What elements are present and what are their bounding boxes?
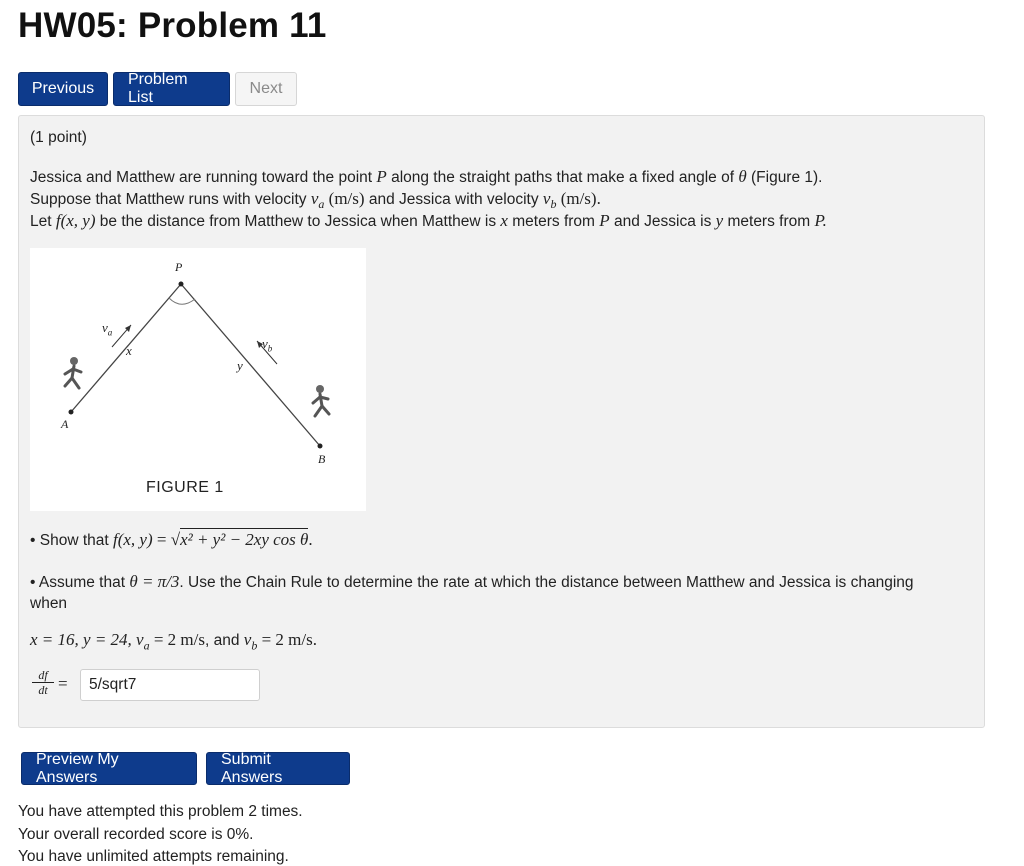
figure-label-va: $v_a$: [102, 320, 113, 338]
figure-diagram: [30, 248, 366, 511]
bullet-assume-cont: when: [30, 595, 68, 612]
sqrt-sign: √: [170, 530, 181, 549]
figure-label-b: B: [318, 452, 326, 466]
runner-jessica-icon: [313, 385, 329, 416]
figure-caption: FIGURE 1: [146, 479, 224, 496]
figure-label-y: y: [237, 358, 243, 373]
answer-actions: [21, 752, 350, 785]
figure-label-vb: $v_b$: [262, 336, 273, 354]
answer-equals: =: [58, 674, 68, 693]
attempts-text: You have attempted this problem 2 times.: [18, 803, 303, 820]
figure-label-a: A: [61, 417, 69, 431]
angle-arc: [169, 298, 195, 304]
path-b-line: [181, 284, 320, 446]
point-b: [318, 444, 323, 449]
next-button[interactable]: Next: [235, 72, 297, 106]
figure-label-p: P: [175, 260, 183, 274]
score-text: Your overall recorded score is 0%.: [18, 826, 254, 843]
bullet-show-that: • Show that f(x, y) = √x² + y² − 2xy cos θ.: [30, 530, 313, 549]
figure-1: [30, 248, 366, 511]
answer-input[interactable]: [80, 669, 260, 701]
intro-line-3: Let f(x, y) be the distance from Matthew to Jessica when Matthew is x meters from P and Jessica is y meters from P.: [30, 211, 827, 230]
submit-answers-button[interactable]: Submit Answers: [206, 752, 350, 785]
problem-list-button[interactable]: Problem List: [113, 72, 230, 106]
radicand: x² + y² − 2xy cos θ: [180, 530, 309, 549]
point-a: [69, 410, 74, 415]
bullet-assume: • Assume that θ = π/3. Use the Chain Rule to determine the rate at which the distance between Matthew and Jessica is changing: [30, 572, 914, 591]
runner-matthew-icon: [65, 357, 81, 388]
derivative-label: df dt: [32, 668, 54, 697]
problem-panel: [18, 115, 985, 728]
previous-button[interactable]: Previous: [18, 72, 108, 106]
figure-label-x: x: [126, 343, 132, 358]
intro-line-1: Jessica and Matthew are running toward the point P along the straight paths that make a fixed angle of θ (Figure 1).: [30, 167, 823, 186]
problem-nav: [18, 72, 297, 106]
remaining-text: You have unlimited attempts remaining.: [18, 848, 289, 865]
page-title: HW05: Problem 11: [18, 6, 327, 45]
given-values: x = 16, y = 24, $v_a = 2$ m/s, and $v_b = 2$ m/s.: [30, 630, 317, 653]
point-p: [179, 282, 184, 287]
preview-answers-button[interactable]: Preview My Answers: [21, 752, 197, 785]
intro-line-2: Suppose that Matthew runs with velocity $v_a$ (m/s) and Jessica with velocity $v_b$ (m/s).: [30, 189, 601, 212]
points-label: (1 point): [30, 129, 87, 146]
